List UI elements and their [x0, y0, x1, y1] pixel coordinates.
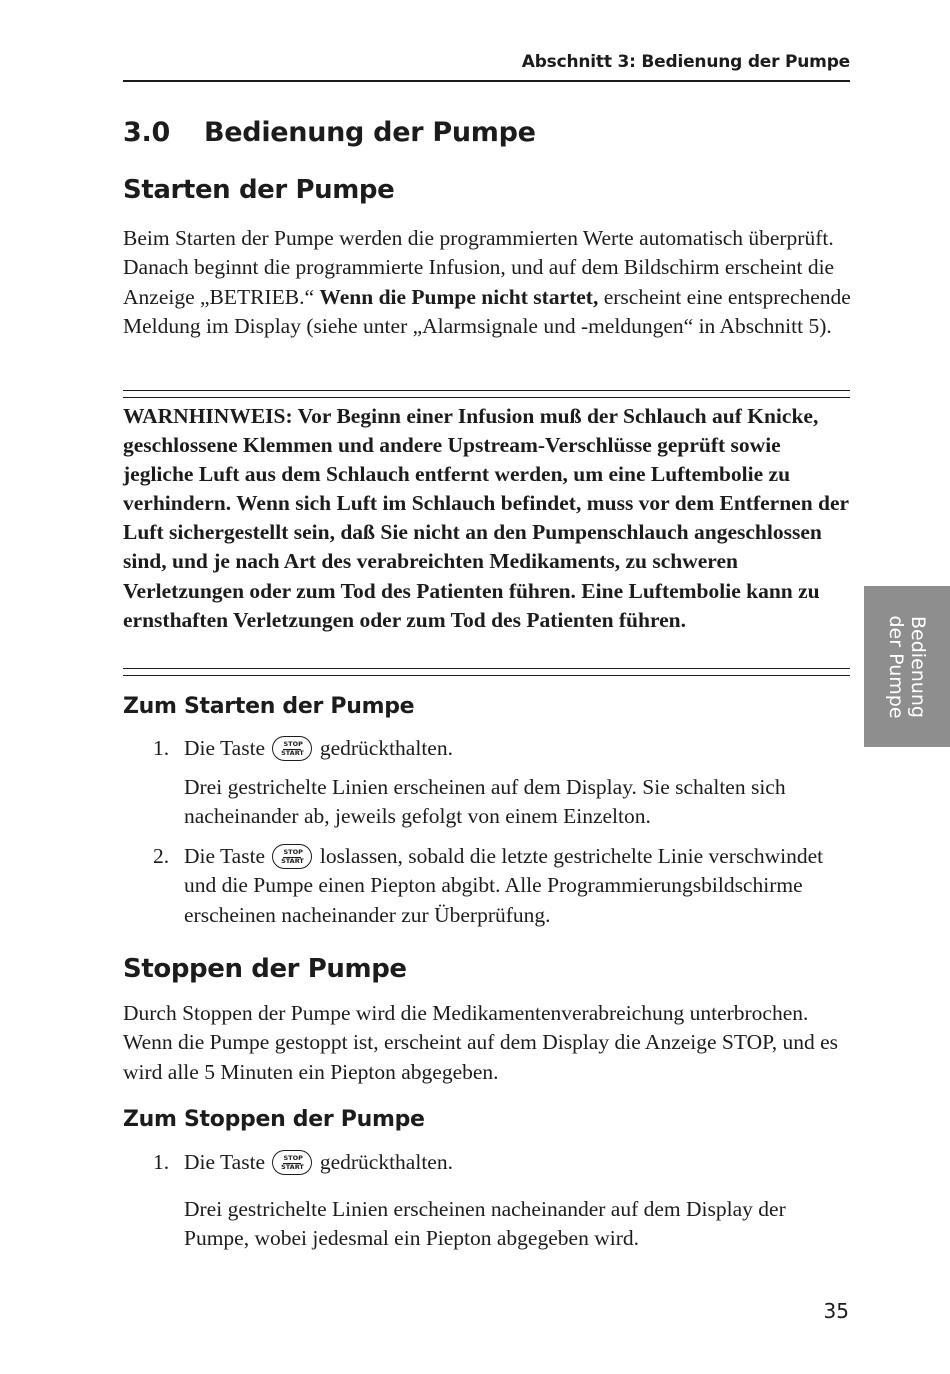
stop-start-key-icon — [272, 844, 312, 869]
thumb-tab-line1: Bedienung — [907, 615, 929, 718]
step-text-before: Die Taste — [184, 844, 266, 868]
step-detail: Drei gestrichelte Linien erscheinen auf dem Display. Sie schalten sich nacheinander ab, jeweils gefolgt von einem Einzelton. — [184, 775, 786, 829]
chapter-title: Bedienung der Pumpe — [204, 117, 536, 148]
step-text-before: Die Taste — [184, 736, 266, 760]
key-label-stop: STOP — [283, 1154, 303, 1162]
chapter-number: 3.0 — [123, 117, 170, 148]
section-thumb-tab[interactable] — [864, 586, 950, 747]
thumb-tab-label — [885, 615, 929, 718]
key-label-start: START — [281, 857, 304, 865]
key-label-stop: STOP — [283, 740, 303, 748]
step-body — [184, 1148, 854, 1177]
step-body — [184, 842, 854, 930]
step-text-before: Die Taste — [184, 1150, 266, 1174]
start-paragraph — [123, 224, 853, 341]
step-number: 1. — [153, 736, 170, 760]
step-number: 2. — [153, 844, 170, 868]
start-paragraph-bold: Wenn die Pumpe nicht startet, — [319, 284, 599, 309]
warning-text: WARNHINWEIS: Vor Beginn einer Infusion muß der Schlauch auf Knicke, geschlossene Klemmen und andere Upstream-Verschlüsse geprüft sowie jegliche Luft aus dem Schlauch entfernt werden, um eine Luftembolie zu verhindern. Wenn sich Luft im Schlauch befindet, muss vor dem Entfernen der Luft sichergestellt sein, daß Sie nicht an den Pumpenschlauch angeschlossen sind, und je nach Art des verabreichten Medikaments, zu schweren Verletzungen oder zum Tod des Patienten führen. Eine Luftembolie kann zu ernsthaften Verletzungen oder zum Tod des Patienten führen. — [123, 404, 849, 632]
key-label-start: START — [281, 749, 304, 757]
step-body — [184, 734, 854, 763]
header-rule — [123, 80, 850, 82]
stop-start-key-icon — [272, 736, 312, 761]
thumb-tab-line2: der Pumpe — [885, 614, 907, 719]
warning-rule-top — [123, 390, 850, 398]
chapter-heading — [123, 117, 536, 148]
stop-start-key-icon — [272, 1150, 312, 1175]
key-label-stop: STOP — [283, 848, 303, 856]
key-label-start: START — [281, 1163, 304, 1171]
step-number: 1. — [153, 1150, 170, 1174]
step-text-after: gedrückthalten. — [319, 736, 453, 760]
stop-paragraph: Durch Stoppen der Pumpe wird die Medikamentenverabreichung unterbrochen. Wenn die Pumpe gestoppt ist, erscheint auf dem Display die Anzeige STOP, und es wird alle 5 Minuten ein Piepton abgegeben. — [123, 1001, 839, 1084]
subheading-start-steps: Zum Starten der Pumpe — [123, 694, 415, 719]
section-heading-start: Starten der Pumpe — [123, 175, 395, 205]
start-paragraph-part2: erscheint eine entsprechende Meldung im Display (siehe unter „Alarmsignale und -meldungen“ in Abschnitt 5). — [123, 284, 851, 338]
subheading-stop-steps: Zum Stoppen der Pumpe — [123, 1107, 425, 1132]
start-paragraph-part1: Beim Starten der Pumpe werden die programmierten Werte automatisch überprüft. Danach beginnt die programmierte Infusion, und auf dem Bildschirm erscheint die Anzeige „BETRIEB.“ — [123, 226, 835, 309]
page-number: 35 — [823, 1299, 849, 1323]
section-heading-stop: Stoppen der Pumpe — [123, 954, 407, 984]
step-text-after: gedrückthalten. — [319, 1150, 453, 1174]
warning-rule-bottom — [123, 668, 850, 676]
running-head: Abschnitt 3: Bedienung der Pumpe — [521, 52, 850, 72]
step-text-after: loslassen, sobald die letzte gestrichelte Linie verschwindet und die Pumpe einen Piepton abgibt. Alle Programmierungsbildschirme erscheinen nacheinander zur Überprüfung. — [184, 844, 824, 927]
step-detail: Drei gestrichelte Linien erscheinen nacheinander auf dem Display der Pumpe, wobei jedesmal ein Piepton abgegeben wird. — [184, 1197, 786, 1251]
